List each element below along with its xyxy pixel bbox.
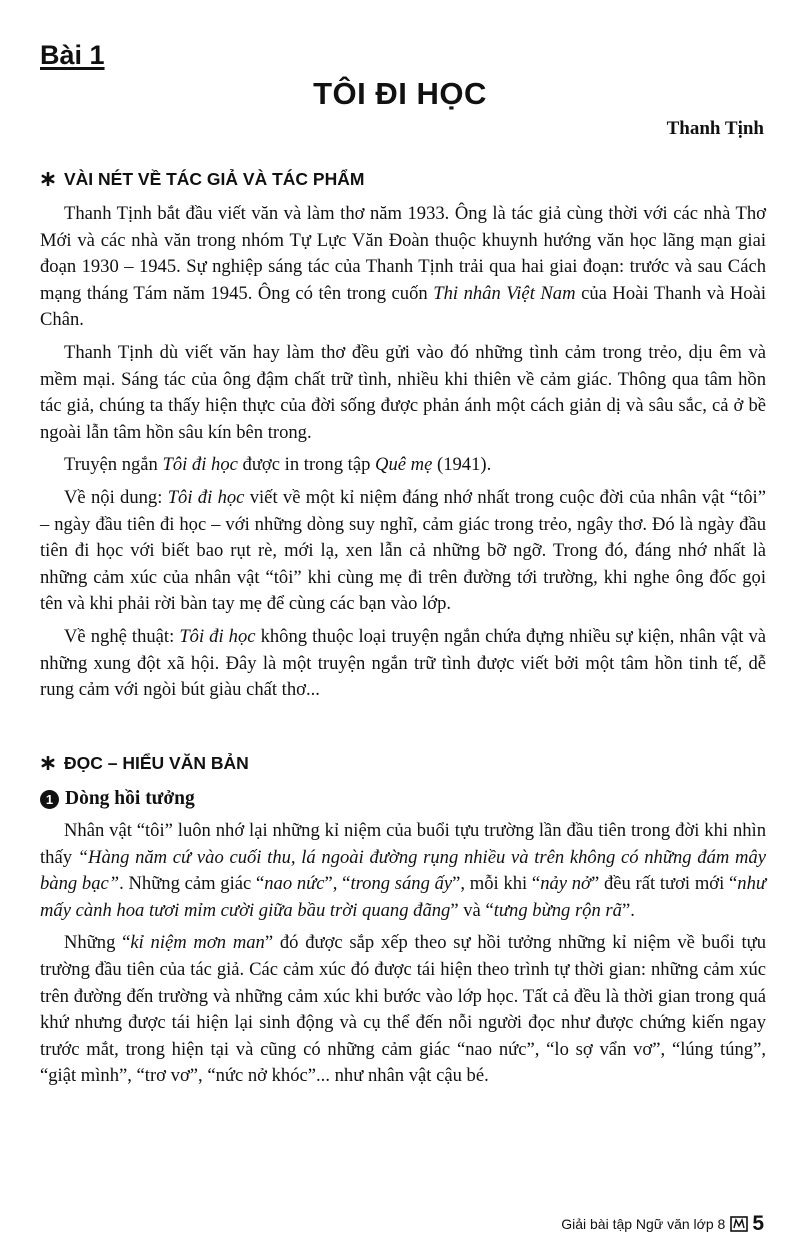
asterisk-bullet-icon [41, 172, 55, 186]
paragraph: Về nội dung: Tôi đi học viết về một kỉ niệm đáng nhớ nhất trong cuộc đời của nhân vật “tôi” – ngày đầu tiên đi học – với những dòng suy nghĩ, cảm giác trong trẻo, ngây thơ. Đó là ngày đầu tiên đi học với biết bao rụt rè, mới lạ, xen lẫn cả những bỡ ngỡ. Trong đó, đáng nhớ nhất là những cảm xúc của nhân vật “tôi” khi cùng mẹ đi trên đường tới trường, khi nghe ông đốc gọi tên và khi phải rời bàn tay mẹ để cùng các bạn vào lớp. [40, 486, 766, 615]
subsection-heading [40, 786, 195, 812]
paragraph: Truyện ngắn Tôi đi học được in trong tập Quê mẹ (1941). [64, 454, 492, 476]
lesson-label: Bài 1 [40, 40, 105, 70]
subsection-title: Dòng hồi tưởng [65, 788, 195, 809]
section-heading-reading [41, 751, 249, 775]
section-author-work-body [40, 201, 766, 704]
paragraph: Những “kỉ niệm mơn man” đó được sắp xếp theo sự hồi tưởng những kỉ niệm về buổi tựu trường đầu tiên của tác giả. Các cảm xúc đó được tái hiện theo trình tự thời gian: những cảm xúc trên đường đến trường và những cảm xúc khi bước vào lớp học. Tất cả đều là thời gian trong quá khứ nhưng được tái hiện lại sinh động và cụ thể đến nỗi người đọc như được chứng kiến ngay trước mắt, trong hiện tại và cũng có những cảm giác “nao nức”, “lo sợ vẩn vơ”, “lúng túng”, “giật mình”, “trơ vơ”, “nức nở khóc”... như nhân vật cậu bé. [40, 932, 766, 1087]
author-name: Thanh Tịnh [666, 118, 764, 139]
paragraph: Thanh Tịnh bắt đầu viết văn và làm thơ năm 1933. Ông là tác giả cùng thời với các nhà Thơ Mới và các nhà văn trong nhóm Tự Lực Văn Đoàn thuộc khuynh hướng văn học lãng mạn giai đoạn 1930 – 1945. Sự nghiệp sáng tác của Thanh Tịnh trải qua hai giai đoạn: trước và sau Cách mạng tháng Tám năm 1945. Ông có tên trong cuốn Thi nhân Việt Nam của Hoài Thanh và Hoài Chân. [40, 203, 767, 331]
paragraph: Thanh Tịnh dù viết văn hay làm thơ đều gửi vào đó những tình cảm trong trẻo, dịu êm và mềm mại. Sáng tác của ông đậm chất trữ tình, nhiều khi thiên về cảm giác. Thông qua tâm hồn tác giả, chúng ta thấy hiện thực của đời sống được phản ánh một cách giản dị và sâu sắc, cả ở bề ngoài lẫn tâm hồn sâu kín bên trong. [40, 341, 766, 443]
number-badge: 1 [40, 790, 59, 809]
section-heading-text: VÀI NÉT VỀ TÁC GIẢ VÀ TÁC PHẨM [64, 169, 365, 189]
book-title: Giải bài tập Ngữ văn lớp 8 [561, 1216, 726, 1232]
paragraph: Về nghệ thuật: Tôi đi học không thuộc loại truyện ngắn chứa đựng nhiều sự kiện, nhân vật và những xung đột xã hội. Đây là một truyện ngắn trữ tình được viết bởi một tâm hồn tinh tế, dễ rung cảm với ngòi bút giàu chất thơ... [40, 625, 766, 701]
section-heading-text: ĐỌC – HIỂU VĂN BẢN [64, 753, 249, 773]
publisher-logo-icon [730, 1216, 748, 1232]
paragraph: Nhân vật “tôi” luôn nhớ lại những kỉ niệm của buổi tựu trường lần đầu tiên trong đời khi nhìn thấy “Hàng năm cứ vào cuối thu, lá ngoài đường rụng nhiều và trên không có những đám mây bàng bạc”. Những cảm giác “nao nức”, “trong sáng ấy”, mỗi khi “nảy nở” đều rất tươi mới “như mấy cành hoa tươi mỉm cười giữa bầu trời quang đãng” và “tưng bừng rộn rã”. [40, 820, 767, 921]
section-reading-body [40, 818, 766, 1090]
page-footer [561, 1212, 764, 1236]
page-title: TÔI ĐI HỌC [313, 76, 487, 111]
page-number: 5 [752, 1212, 764, 1235]
asterisk-bullet-icon [41, 756, 55, 770]
section-heading-author-work [41, 167, 364, 191]
